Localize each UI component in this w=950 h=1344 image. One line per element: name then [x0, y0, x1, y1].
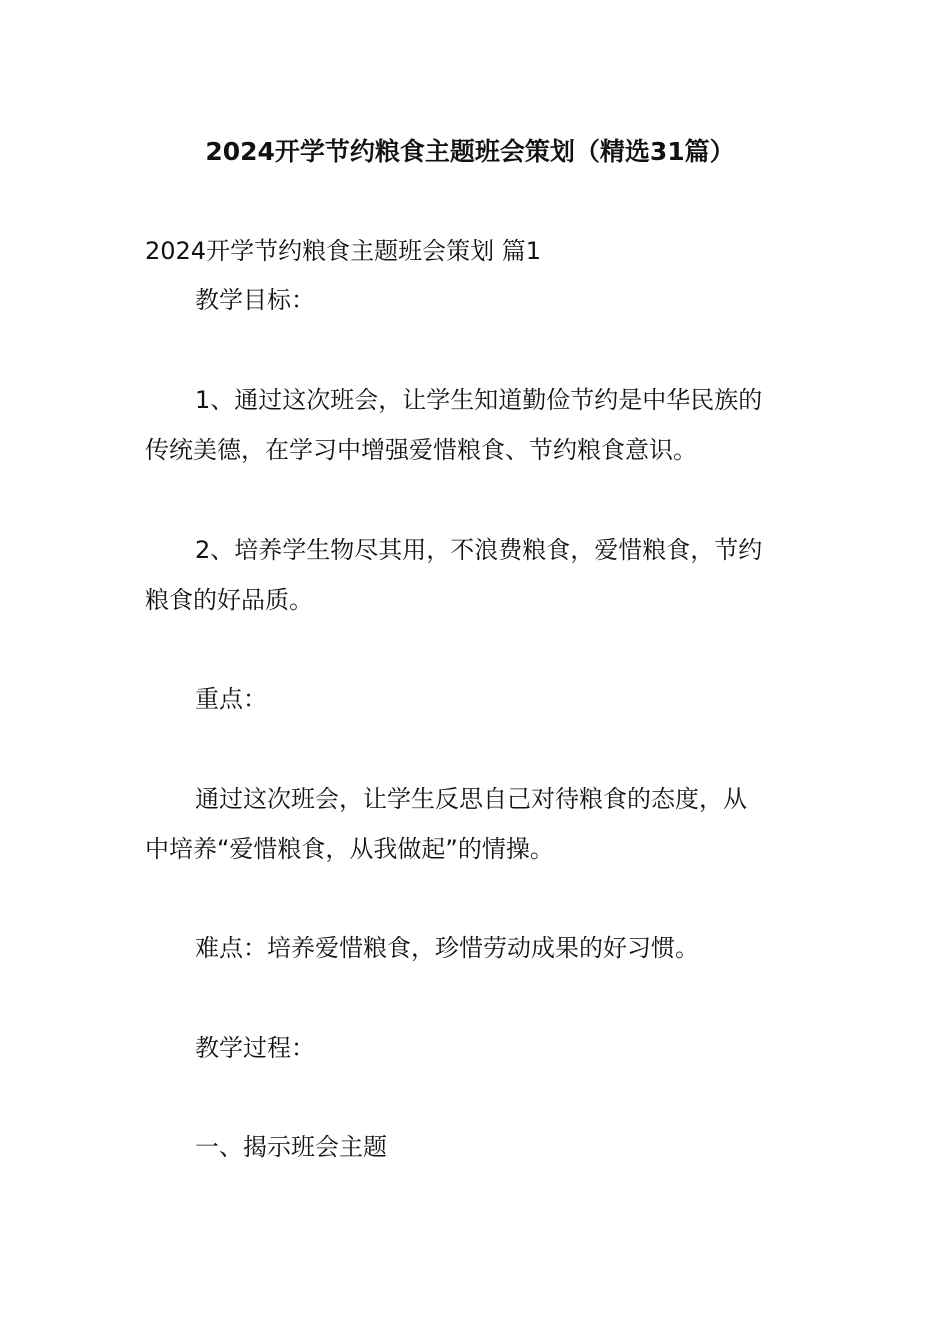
objective-2-line-2: 粮食的好品质。 — [145, 586, 313, 614]
step-1-heading: 一、揭示班会主题 — [195, 1133, 387, 1161]
process-label: 教学过程： — [195, 1034, 315, 1062]
section-heading: 2024开学节约粮食主题班会策划 篇1 — [145, 237, 541, 265]
difficulty-text: 难点：培养爱惜粮食，珍惜劳动成果的好习惯。 — [195, 934, 699, 962]
key-point-line-1: 通过这次班会，让学生反思自己对待粮食的态度，从 — [195, 785, 747, 813]
objective-2-line-1: 2、培养学生物尽其用，不浪费粮食，爱惜粮食，节约 — [195, 536, 763, 564]
objective-1-line-2: 传统美德，在学习中增强爱惜粮食、节约粮食意识。 — [145, 436, 697, 464]
key-point-label: 重点： — [195, 685, 267, 713]
objective-1-line-1: 1、通过这次班会，让学生知道勤俭节约是中华民族的 — [195, 386, 763, 414]
key-point-line-2: 中培养“爱惜粮食，从我做起”的情操。 — [145, 835, 554, 863]
objectives-label: 教学目标： — [195, 286, 315, 314]
document-title: 2024开学节约粮食主题班会策划（精选31篇） — [205, 137, 735, 166]
